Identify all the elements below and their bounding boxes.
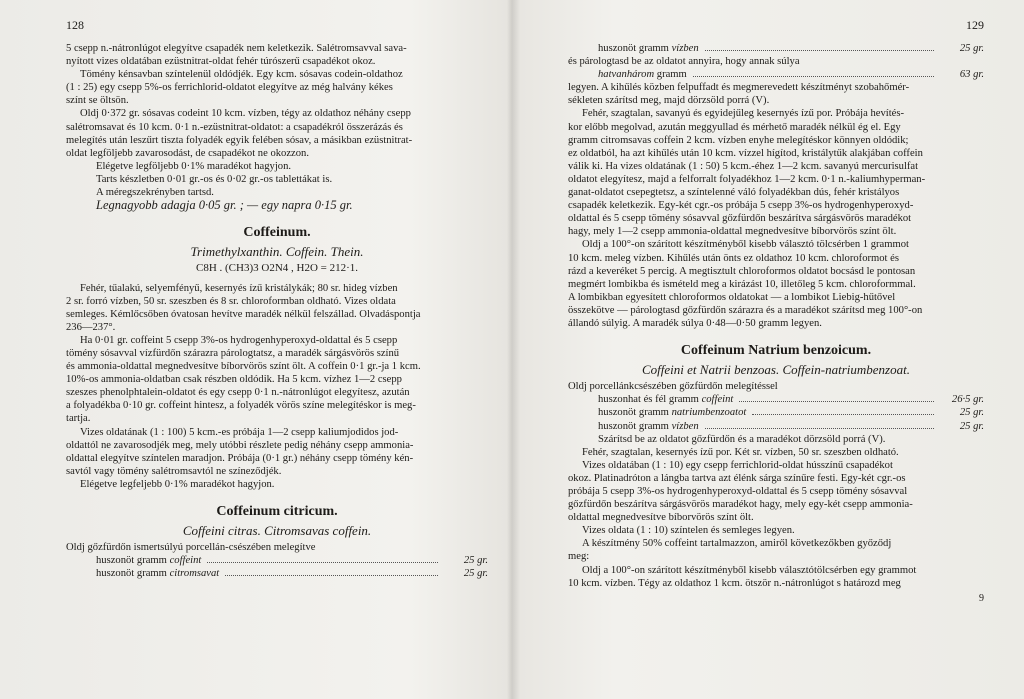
ingredient-name: vízben: [671, 420, 699, 432]
text-line: A lombikban egyesített chloroformos oldatokat — a lombikot Liebig-hűtővel: [568, 291, 896, 303]
ingredient-quantity: huszonöt gramm: [96, 568, 167, 580]
section-title: Coffeinum.: [243, 225, 311, 241]
section-title: Coffeinum citricum.: [216, 504, 338, 519]
right-page-text: [568, 42, 984, 605]
ingredient-row: [66, 554, 488, 567]
text-line: összekötve — párologtasd gőzfürdőn szárazra és a maradékot szárítsd meg 100°-on: [568, 304, 923, 316]
text-line: oldattól ne zavarosodjék meg, mely utóbbi részlete pedig néhány csepp ammonia-: [66, 439, 414, 451]
text-line: Ha 0·01 gr. coffeint 5 csepp 3%-os hydrogenhyperoxyd-oldattal és 5 csepp: [80, 334, 398, 346]
text-line: szeszes phenolphtalein-oldatot és egy csepp 0·1 n.-nátronlúgot elegyítesz, azután: [66, 387, 410, 399]
text-line: salétromsavat és 10 kcm. 0·1 n.-ezüstnitrat-oldatot: a csapadékról összerázás és: [66, 121, 403, 133]
text-line: Vizes oldatában (1 : 10) egy csepp ferrichlorid-oldat hússzínű csapadékot: [582, 459, 893, 471]
text-line: 10 kcm. vízben. Tégy az oldathoz 1 kcm. ötször n.-nátronlúgot s határozd meg: [568, 577, 901, 589]
dot-leader: [752, 414, 934, 415]
text-line: tartja.: [66, 413, 91, 425]
ingredient-row: [568, 406, 984, 419]
text-line: színt se öltsön.: [66, 95, 129, 107]
text-line: rázd a keveréket 5 percig. A megtisztult chloroformos oldatot bocsásd le pontosan: [568, 265, 916, 277]
ingredient-quantity: huszonhat és fél gramm: [598, 394, 699, 406]
text-line: Oldj porcellánkcsészében gőzfürdőn melegítéssel: [568, 381, 778, 393]
text-line: Fehér, szagtalan, savanyú és egyidejűleg kesernyés ízű por. Próbája hevítés-: [582, 108, 904, 120]
text-line: savtól vagy tömény salétromsavtól ne színeződjék.: [66, 465, 282, 477]
ingredient-name: vízben: [671, 43, 699, 54]
text-line: Oldj a 100°-on szárított készítményből kisebb választó tölcsérben 1 grammot: [582, 239, 909, 251]
section-title: Coffeinum Natrium benzoicum.: [680, 343, 872, 359]
ingredient-amount: 25 gr.: [463, 555, 488, 567]
left-page: [0, 0, 510, 699]
text-line: és ammonia-oldattal megnedvesítve bíborvörös színt ölt. A coffein 0·1 gr.-ja 1 kcm.: [66, 361, 421, 373]
text-line: semleges. Kémlőcsőben óvatosan hevítve maradék nélkül felszállad. Olvadáspontja: [66, 308, 421, 320]
text-line: legyen. A kihűlés közben felpuffadt és megmerevedett készítményt szobahőmér-: [568, 82, 910, 94]
left-page-text: [66, 42, 488, 580]
text-line: Tömény kénsavban színtelenül oldódjék. Egy kcm. sósavas codein-oldathoz: [80, 69, 403, 81]
text-line: Elégetve legföljebb 0·1% maradékot hagyjon.: [96, 160, 292, 172]
chemical-formula: C8H . (CH3)3 O2N4 , H2O = 212·1.: [195, 262, 359, 275]
text-line: sékleten szárítsd meg, majd dörzsöld porrá (V).: [568, 95, 770, 107]
ingredient-name: citromsavat: [169, 568, 220, 580]
ingredient-quantity: huszonöt gramm: [96, 555, 167, 567]
text-line: Elégetve legfeljebb 0·1% maradékot hagyjon.: [80, 478, 275, 490]
text-line: oldattal elegyítve színtelen maradjon. Próbája (0·1 gr.) néhány csepp tömény kén-: [66, 452, 414, 464]
dot-leader: [693, 76, 934, 77]
dose-line: Legnagyobb adagja 0·05 gr. ; — egy napra 0·15 gr.: [96, 198, 353, 213]
text-line: 236—237°.: [66, 321, 116, 333]
dot-leader: [705, 50, 934, 51]
text-line: 10%-os ammonia-oldatban csak részben oldódik. Ha 5 kcm. vízhez 1—2 csepp: [66, 374, 402, 386]
ingredient-quantity: huszonöt gramm: [598, 420, 669, 432]
ingredient-amount: 25 gr.: [959, 420, 984, 432]
text-line: Szárítsd be az oldatot gőzfürdőn és a maradékot dörzsöld porrá (V).: [598, 433, 886, 445]
text-line: próbája 5 csepp 3%-os hydrogenhyperoxyd-oldattal és 5 csepp tömény sósavval: [568, 486, 908, 497]
ingredient-quantity: gramm: [656, 69, 687, 81]
text-line: (1 : 25) egy csepp 5%-os ferrichlorid-oldatot elegyítve az még halvány kékes: [66, 82, 393, 94]
ingredient-name: coffeint: [169, 555, 202, 567]
ingredient-amount: 63 gr.: [959, 69, 984, 81]
text-line: Vizes oldatának (1 : 100) 5 kcm.-es próbája 1—2 csepp kaliumjodidos jod-: [80, 426, 399, 438]
section-subtitle: Coffeini et Natrii benzoas. Coffein-natriumbenzoat.: [642, 362, 910, 378]
text-line: oldatot elegyítesz, majd a felforralt folyadékhoz 1—2 kcm. 0·1 n.-kaliumhyperman-: [568, 173, 926, 185]
text-line: oldattal és 5 csepp tömény sósavval gőzfürdőn beszárítva sárgásvörös maradékot: [568, 213, 912, 225]
ingredient-row: [568, 68, 984, 81]
signature-mark: 9: [979, 592, 984, 604]
ingredient-amount: 25 gr.: [959, 43, 984, 54]
ingredient-name: hatvanhárom: [598, 69, 655, 81]
ingredient-row: [568, 393, 984, 406]
text-line: tömény sósavval vízfürdőn szárazra párologtatsz, a maradék sárgásvörös színű: [66, 347, 400, 359]
ingredient-quantity: huszonöt gramm: [598, 43, 669, 54]
ingredient-row: [568, 42, 984, 55]
text-line: és párologtasd be az oldatot annyira, hogy annak súlya: [568, 56, 800, 68]
ingredient-row: [568, 420, 984, 433]
text-line: 5 csepp n.-nátronlúgot elegyítve csapadék nem keletkezik. Salétromsavval sava-: [66, 43, 407, 54]
text-line: a folyadékba 0·10 gr. coffeint hintesz, a folyadék vörös színe melegítéskor is meg-: [66, 400, 416, 412]
ingredient-amount: 26·5 gr.: [951, 394, 984, 406]
text-line: Vizes oldata (1 : 10) színtelen és semleges legyen.: [582, 525, 795, 537]
text-line: melegítés után leszűrt tiszta folyadék egyik felében sósav, a másikban ezüstnitrat-: [66, 134, 413, 146]
text-line: okoz. Platinadróton a lángba tartva azt élénk sárga színűre festi. Egy-két cgr.-os: [568, 472, 906, 484]
text-line: csapadék keletkezik. Egy-két cgr.-os próbája 5 csepp 3%-os hydrogenhyperoxyd-: [568, 200, 914, 212]
text-line: kor előbb megolvad, azután meggyullad és mérhető maradék nélkül ég el. Egy: [568, 121, 901, 133]
right-page: [514, 0, 1024, 699]
text-line: A készítmény 50% coffeint tartalmazzon, amiről következőkben győződj: [582, 538, 892, 550]
text-line: Oldj gőzfürdőn ismertsúlyú porcellán-csészében melegítve: [66, 542, 316, 554]
ingredient-row: [66, 567, 488, 580]
text-line: Fehér, szagtalan, kesernyés ízű por. Két sr. vízben, 50 sr. szeszben oldható.: [582, 446, 899, 458]
text-line: A méregszekrényben tartsd.: [96, 187, 214, 199]
dot-leader: [225, 575, 438, 576]
ingredient-name: coffeint: [701, 394, 734, 406]
text-line: ganat-oldatot csepegtetsz, a színtelenné váló folyadékban dús, fehér kristályos: [568, 187, 900, 199]
text-line: Fehér, tűalakú, selyemfényű, kesernyés ízű kristálykák; 80 sr. hideg vízben: [80, 282, 398, 294]
text-line: 10 kcm. meleg vízben. Kihűlés után önts ez oldathoz 10 kcm. chloroformot és: [568, 252, 899, 264]
section-subtitle: Coffeini citras. Citromsavas coffein.: [182, 523, 372, 539]
text-line: oldattal megnedvesítve bíborvörös színt ölt.: [568, 512, 754, 524]
page-number: 128: [66, 18, 84, 32]
text-line: megmért lombikba és ismételd meg a kirázást 10, illetőleg 5 kcm. chloroformmal.: [568, 278, 916, 290]
text-line: ez oldatból, ha azt kihűlés után 10 kcm. vízzel hígítod, kristálytűk alakjában coffein: [568, 147, 923, 159]
text-line: meg:: [568, 551, 590, 563]
text-line: Oldj a 100°-on szárított készítményből kisebb választótölcsérben egy grammot: [582, 564, 917, 576]
text-line: nyított vizes oldatában ezüstnitrat-oldat fehér túrószerű csapadékot okoz.: [66, 56, 376, 68]
dot-leader: [705, 428, 934, 429]
ingredient-amount: 25 gr.: [463, 568, 488, 580]
text-line: gőzfürdőn beszárítva sárgásvörös maradékot hagy, mely egy-két csepp ammonia-: [568, 499, 913, 511]
text-line: válik ki. Ha vizes oldatának (1 : 50) 5 kcm.-éhez 1—2 kcm. savanyú mercurisulfat: [568, 160, 919, 172]
ingredient-name: natriumbenzoatot: [671, 407, 747, 419]
text-line: Oldj 0·372 gr. sósavas codeint 10 kcm. vízben, tégy az oldathoz néhány csepp: [80, 108, 411, 120]
section-subtitle: Trimethylxanthin. Coffein. Thein.: [190, 244, 364, 260]
text-line: 2 sr. forró vízben, 50 sr. szeszben és 8 sr. chloroformban oldható. Vizes oldata: [66, 295, 396, 307]
text-line: gramm citromsavas coffein 2 kcm. vízben enyhe melegítéskor könnyen oldódik;: [568, 134, 909, 146]
text-line: állandó súlyig. A maradék súlya 0·48—0·50 gramm legyen.: [568, 317, 822, 329]
text-line: oldat legföljebb zavarosodást, de csapadékot ne okozzon.: [66, 147, 309, 159]
text-line: hagy, mely 1—2 csepp ammonia-oldattal megnedvesítve bíborvörös színt ölt.: [568, 226, 897, 238]
dot-leader: [739, 401, 934, 402]
text-line: Tarts készletben 0·01 gr.-os és 0·02 gr.-os tablettákat is.: [96, 173, 333, 185]
dot-leader: [207, 562, 438, 563]
ingredient-amount: 25 gr.: [959, 407, 984, 419]
page-number: 129: [966, 18, 984, 32]
ingredient-quantity: huszonöt gramm: [598, 407, 669, 419]
